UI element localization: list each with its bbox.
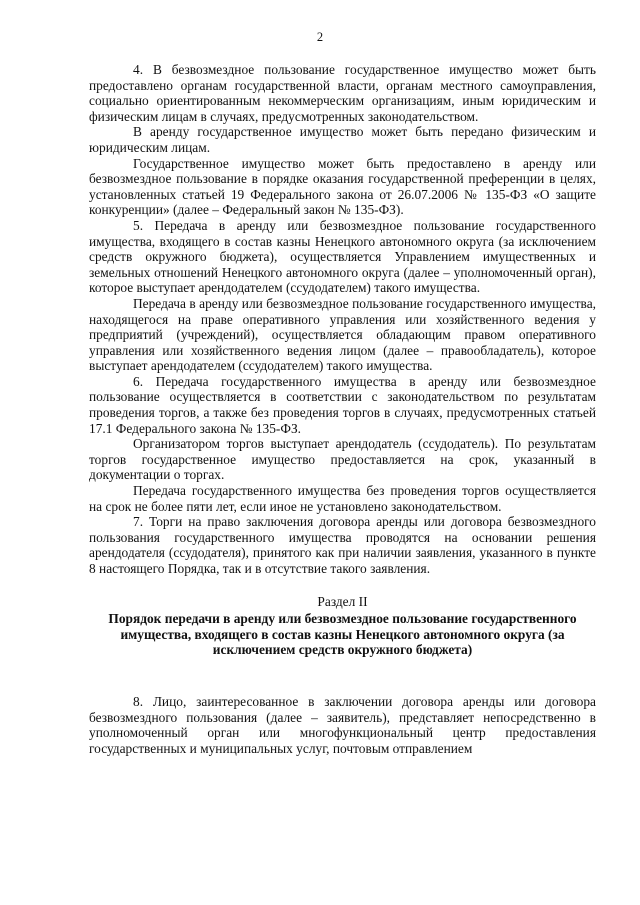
paragraph: 5. Передача в аренду или безвозмездное пользование государственного имущества, входящего в состав казны Ненецкого автономного округа (за исключением средств окружного бюджета), осуществляется Управлением имущественных и земельных отношений Ненецкого автономного округа (далее – уполномоченный орган), которое выступает арендодателем (ссудодателем) такого имущества. [89, 217, 596, 296]
paragraph: Государственное имущество может быть предоставлено в аренду или безвозмездное пользование в порядке оказания государственной преференции в целях, установленных статьей 19 Федерального закона от 26.07.2006 № 135-ФЗ «О защите конкуренции» (далее – Федеральный закон № 135-ФЗ). [89, 155, 596, 218]
paragraph: 4. В безвозмездное пользование государственное имущество может быть предоставлено органам государственной власти, органам местного самоуправления, социально ориентированным некоммерческим организациям, иным юридическим и физическим лицам в случаях, предусмотренных законодательством. [89, 62, 596, 124]
paragraph: Организатором торгов выступает арендодатель (ссудодатель). По результатам торгов государственное имущество предоставляется на срок, указанный в документации о торгах. [89, 436, 596, 483]
paragraph: 6. Передача государственного имущества в аренду или безвозмездное пользование осуществляется в соответствии с законодательством по результатам проведения торгов, а также без проведения торгов в случаях, предусмотренных статьей 17.1 Федерального закона № 135-ФЗ. [89, 373, 596, 436]
paragraph: 8. Лицо, заинтересованное в заключении договора аренды или договора безвозмездного пользования (далее – заявитель), представляет непосредственно в уполномоченный орган или многофункциональный центр предоставления государственных и муниципальных услуг, почтовым отправлением [89, 693, 596, 756]
paragraph: 7. Торги на право заключения договора аренды или договора безвозмездного пользования государственного имущества проводятся на основании решения арендодателя (ссудодателя), принятого как при наличии заявления, указанного в пункте 8 настоящего Порядка, так и в отсутствие такого заявления. [89, 514, 596, 576]
section-title: Порядок передачи в аренду или безвозмездное пользование государственного имущества, входящего в состав казны Ненецкого автономного округа (за исключением средств окружного бюджета) [108, 611, 577, 658]
document-body [89, 62, 596, 756]
paragraph: Передача в аренду или безвозмездное пользование государственного имущества, находящегося на праве оперативного управления или хозяйственного ведения у предприятий (учреждений), осуществляется обладающим правом оперативного управления или хозяйственного ведения лицом (далее – правообладатель), которое выступает арендодателем (ссудодателем) такого имущества. [89, 295, 596, 374]
section-number: Раздел II [317, 593, 368, 609]
paragraph: В аренду государственное имущество может быть передано физическим и юридическим лицам. [89, 124, 596, 155]
paragraph: Передача государственного имущества без проведения торгов осуществляется на срок не более пяти лет, если иное не установлено законодательством. [89, 483, 596, 514]
page-number: 2 [316, 30, 324, 44]
